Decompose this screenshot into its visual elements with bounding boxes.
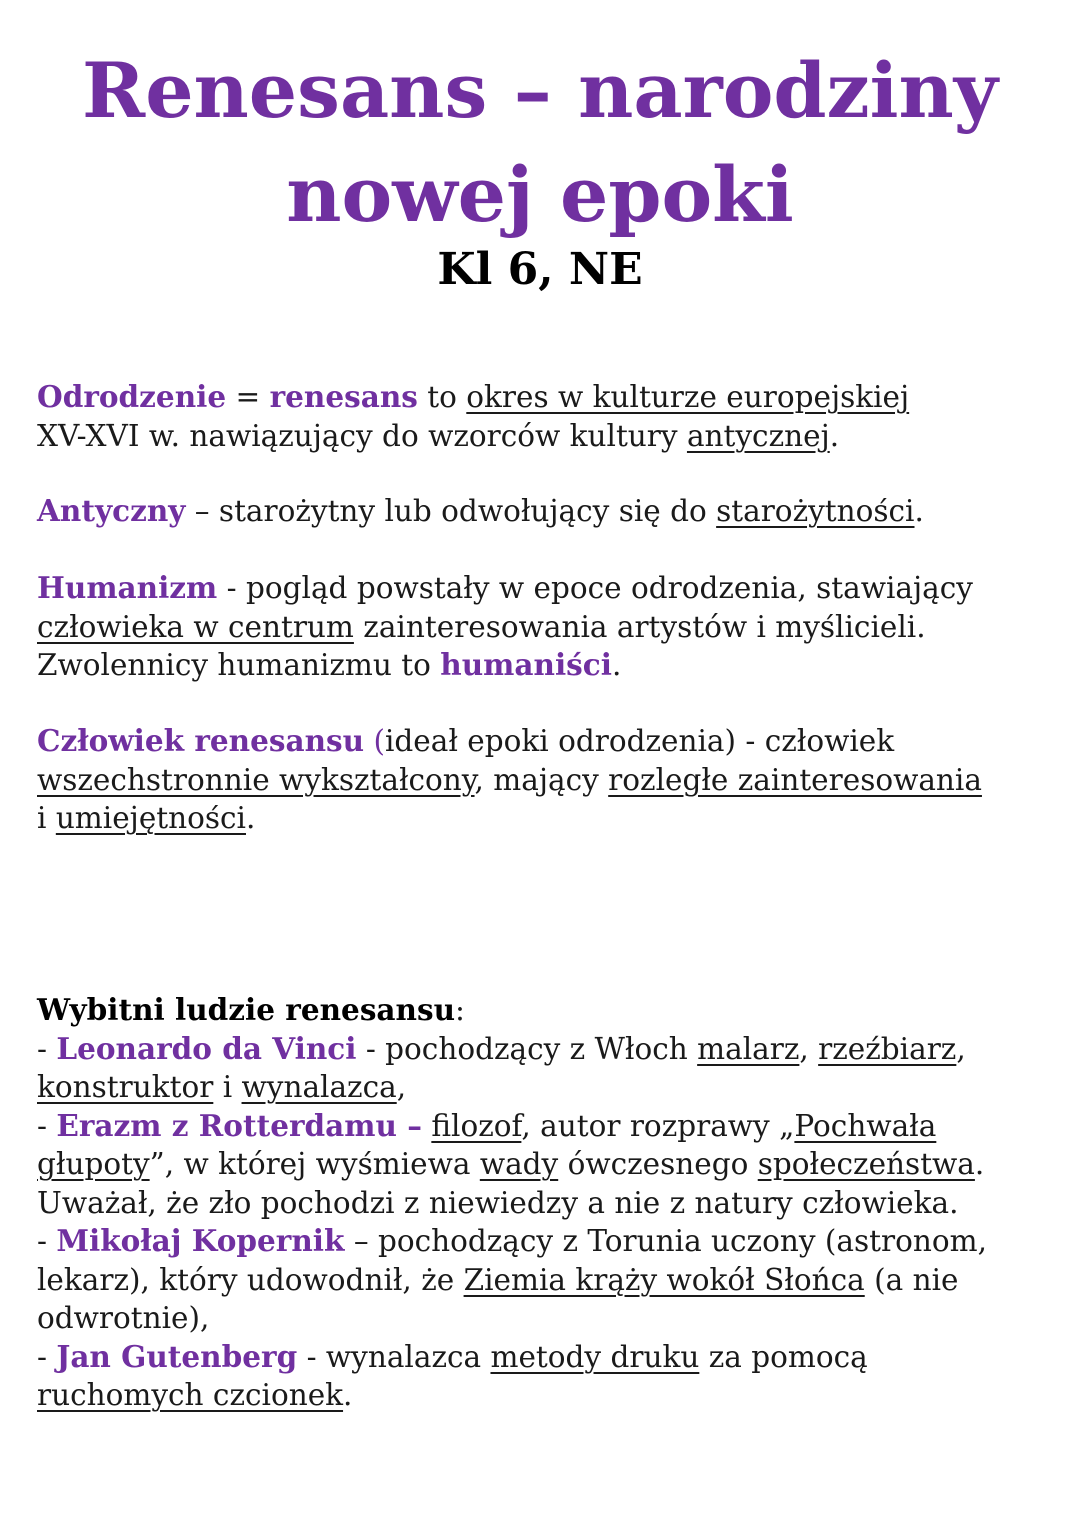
- term-humanisci: humaniści: [440, 647, 612, 682]
- page-subtitle: Kl 6, NE: [437, 244, 643, 295]
- underlined-text: wynalazca: [241, 1070, 397, 1104]
- underlined-text: społeczeństwa: [757, 1147, 975, 1181]
- text: (a nie: [864, 1262, 959, 1297]
- famous-people-section: [37, 991, 1047, 1415]
- text: , autor rozprawy „: [521, 1108, 795, 1143]
- underlined-text: Ziemia krąży wokół Słońca: [463, 1262, 865, 1297]
- text: ”, w której wyśmiewa: [149, 1147, 480, 1181]
- text: Zwolennicy humanizmu to: [37, 648, 441, 682]
- text: -: [37, 1108, 57, 1143]
- underlined-text: człowieka w centrum: [37, 609, 354, 644]
- page-title-line-1: Renesans – narodziny: [82, 46, 998, 135]
- text: =: [226, 380, 270, 414]
- list-item: [37, 1338, 1047, 1377]
- text: ,: [799, 1031, 819, 1066]
- underlined-text: Pochwała: [794, 1108, 937, 1143]
- underlined-text: rzeźbiarz: [818, 1031, 957, 1066]
- text: .: [914, 494, 924, 528]
- underlined-text: malarz: [697, 1031, 800, 1066]
- page-title-line-2: nowej epoki: [286, 150, 794, 239]
- text: lekarz), który udowodnił, że: [37, 1262, 464, 1297]
- person-name: Erazm z Rotterdamu –: [56, 1107, 422, 1143]
- underlined-text: metody druku: [490, 1339, 700, 1374]
- underlined-text: ruchomych czcionek: [37, 1378, 344, 1412]
- text: to: [417, 380, 467, 414]
- text: .: [974, 1147, 985, 1181]
- text: .: [611, 648, 622, 682]
- text: zainteresowania artystów i myślicieli.: [353, 609, 926, 644]
- underlined-text: okres w kulturze europejskiej: [466, 380, 910, 414]
- term-renesans: renesans: [269, 379, 418, 414]
- text: i: [37, 801, 56, 835]
- term-odrodzenie: Odrodzenie: [37, 379, 227, 414]
- definition-odrodzenie: [37, 378, 1047, 455]
- underlined-text: wady: [479, 1147, 559, 1181]
- underlined-text: konstruktor: [37, 1070, 214, 1104]
- text: XV-XVI w. nawiązujący do wzorców kultury: [37, 418, 687, 453]
- text: , mający: [474, 762, 609, 797]
- person-name: Jan Gutenberg: [56, 1338, 298, 1374]
- underlined-text: antycznej: [686, 418, 830, 453]
- list-item: [37, 1222, 1047, 1261]
- text: (: [364, 724, 385, 758]
- text: -: [37, 1339, 57, 1374]
- term-czlowiek-renesansu: Człowiek renesansu: [37, 723, 365, 758]
- text: .: [829, 418, 840, 453]
- underlined-text: umiejętności: [55, 801, 246, 835]
- definition-czlowiek-renesansu: [37, 722, 1047, 838]
- text: ówczesnego: [558, 1147, 758, 1181]
- text: - pochodzący z Włoch: [356, 1031, 698, 1066]
- text: [422, 1109, 431, 1143]
- term-antyczny: Antyczny: [37, 493, 186, 528]
- person-name: Leonardo da Vinci: [56, 1030, 357, 1066]
- text: ,: [956, 1031, 966, 1066]
- text: ,: [396, 1070, 407, 1104]
- definition-antyczny: [37, 492, 1047, 531]
- text: ideał epoki odrodzenia) - człowiek: [384, 724, 895, 758]
- list-item: [37, 1030, 1047, 1069]
- section-heading: Wybitni ludzie renesansu: [37, 992, 456, 1027]
- text: - wynalazca: [297, 1339, 491, 1374]
- text: -: [37, 1224, 57, 1258]
- underlined-text: głupoty: [37, 1147, 150, 1181]
- underlined-text: wszechstronnie wykształcony: [37, 762, 475, 797]
- text: .: [343, 1378, 353, 1412]
- underlined-text: filozof: [431, 1108, 522, 1143]
- definition-humanizm: [37, 569, 1047, 685]
- text: – pochodzący z Torunia uczony (astronom,: [344, 1224, 987, 1258]
- text: :: [455, 993, 465, 1027]
- text: .: [246, 801, 256, 835]
- text: -: [37, 1031, 57, 1066]
- term-humanizm: Humanizm: [37, 570, 218, 605]
- person-name: Mikołaj Kopernik: [56, 1223, 345, 1258]
- text: Uważał, że zło pochodzi z niewiedzy a nie z natury człowieka.: [37, 1185, 959, 1220]
- text: za pomocą: [699, 1339, 868, 1374]
- list-item: [37, 1107, 1047, 1146]
- text: - pogląd powstały w epoce odrodzenia, stawiający: [217, 571, 973, 605]
- underlined-text: rozległe zainteresowania: [608, 762, 982, 797]
- text: i: [213, 1070, 242, 1104]
- underlined-text: starożytności: [716, 494, 915, 528]
- text: odwrotnie),: [37, 1301, 210, 1335]
- text: – starożytny lub odwołujący się do: [185, 494, 717, 528]
